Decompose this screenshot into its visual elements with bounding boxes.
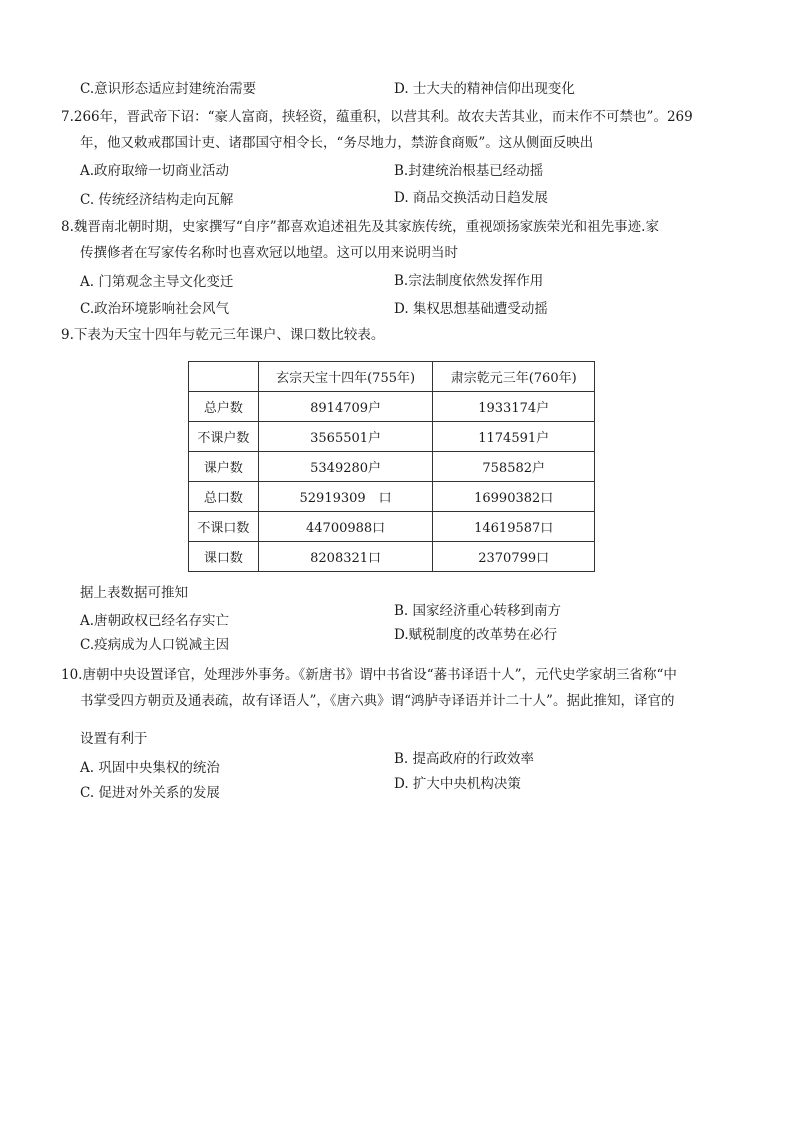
table-cell: 8914709户 [258, 392, 433, 422]
q8-option-d: D. 集权思想基础遭受动摇 [394, 301, 548, 317]
table-cell: 758582户 [433, 452, 595, 482]
q7-option-c: C. 传统经济结构走向瓦解 [80, 192, 234, 208]
q7-stem-line1: 7.266年，晋武帝下诏：“豪人富商，挟轻资，蕴重积，以营其利。故农夫苦其业，而末作不可禁也”。269 [61, 109, 693, 125]
table-header-cell [189, 362, 259, 392]
table-cell: 3565501户 [258, 422, 433, 452]
q6-option-c: C.意识形态适应封建统治需要 [80, 81, 257, 97]
table-row [189, 452, 595, 482]
table-cell: 52919309 口 [258, 482, 433, 512]
q10-stem-line3: 设置有利于 [80, 731, 148, 747]
q10-option-b: B. 提高政府的行政效率 [394, 751, 535, 767]
q6-option-d: D. 士大夫的精神信仰出现变化 [394, 81, 575, 97]
table-row [189, 422, 595, 452]
table-header-row [189, 362, 595, 392]
q8-stem-line2: 传撰修者在写家传名称时也喜欢冠以地望。这可以用来说明当时 [80, 245, 458, 261]
q7-option-b: B.封建统治根基已经动摇 [394, 163, 544, 179]
q9-followup: 据上表数据可推知 [80, 585, 188, 601]
q9-option-b: B. 国家经济重心转移到南方 [394, 603, 562, 619]
q10-option-a: A. 巩固中央集权的统治 [80, 760, 220, 776]
table-cell: 44700988口 [258, 512, 433, 542]
q10-stem-line2: 书掌受四方朝贡及通表疏，故有译语人”，《唐六典》谓“鸿胪寺译语并计二十人”。据此推知，译官的 [80, 693, 675, 709]
q9-stem: 9.下表为天宝十四年与乾元三年课户、课口数比较表。 [61, 327, 385, 343]
household-comparison-table [188, 361, 595, 572]
row-label: 不课口数 [189, 512, 259, 542]
q8-stem-line1: 8.魏晋南北朝时期，史家撰写“自序”都喜欢追述祖先及其家族传统，重视颂扬家族荣光和祖先事迹.家 [61, 219, 659, 235]
table-cell: 1174591户 [433, 422, 595, 452]
q8-option-a: A. 门第观念主导文化变迁 [80, 274, 234, 290]
q7-option-d: D. 商品交换活动日趋发展 [394, 190, 548, 206]
table-cell: 16990382口 [433, 482, 595, 512]
table-cell: 14619587口 [433, 512, 595, 542]
table-row [189, 392, 595, 422]
q10-option-d: D. 扩大中央机构决策 [394, 776, 521, 792]
table-cell: 2370799口 [433, 542, 595, 572]
q9-option-c: C.疫病成为人口锐减主因 [80, 637, 230, 653]
q7-option-a: A.政府取缔一切商业活动 [80, 163, 230, 179]
q9-option-d: D.赋税制度的改革势在必行 [394, 627, 558, 643]
q8-option-b: B.宗法制度依然发挥作用 [394, 273, 544, 289]
row-label: 不课户数 [189, 422, 259, 452]
table-cell: 5349280户 [258, 452, 433, 482]
q10-stem-line1: 10.唐朝中央设置译官，处理涉外事务。《新唐书》谓中书省设“蕃书译语十人”，元代史学家胡三省称“中 [61, 667, 677, 683]
table-header-cell: 肃宗乾元三年(760年) [433, 362, 595, 392]
row-label: 课口数 [189, 542, 259, 572]
q8-option-c: C.政治环境影响社会风气 [80, 301, 230, 317]
q10-option-c: C. 促进对外关系的发展 [80, 785, 220, 801]
q9-option-a: A.唐朝政权已经名存实亡 [80, 613, 230, 629]
q7-stem-line2: 年，他又敕戒郡国计吏、诸郡国守相令长，“务尽地力，禁游食商贩”。这从侧面反映出 [80, 135, 594, 151]
row-label: 课户数 [189, 452, 259, 482]
table-row [189, 512, 595, 542]
table-row [189, 542, 595, 572]
row-label: 总户数 [189, 392, 259, 422]
table-cell: 8208321口 [258, 542, 433, 572]
table-cell: 1933174户 [433, 392, 595, 422]
table-row [189, 482, 595, 512]
table-header-cell: 玄宗天宝十四年(755年) [258, 362, 433, 392]
row-label: 总口数 [189, 482, 259, 512]
